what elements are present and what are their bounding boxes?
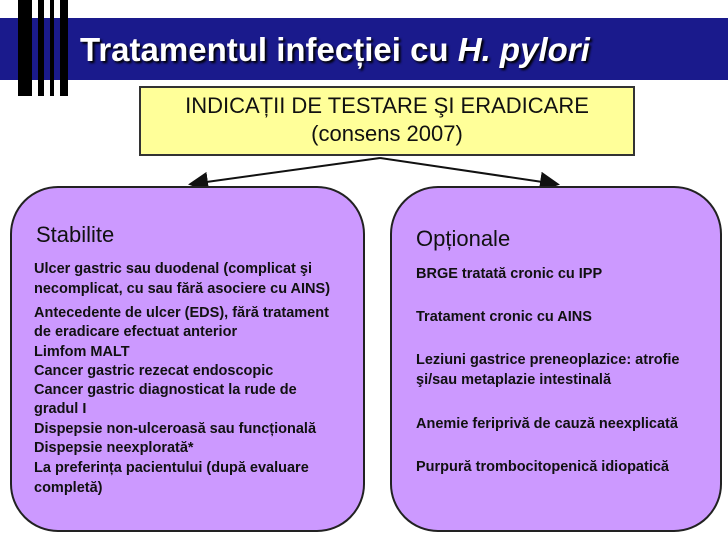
established-item: Dispepsie non-ulceroasă sau funcțională [34,421,317,437]
optional-item: Purpură trombocitopenică idiopatică [416,459,669,475]
optional-item: Anemie feriprivă de cauză neexplicată [416,416,678,432]
optional-item: BRGE tratată cronic cu IPP [416,266,603,282]
established-item: Cancer gastric rezecat endoscopic [34,363,274,379]
optional-item: Tratament cronic cu AINS [416,309,592,325]
established-item: Antecedente de ulcer (EDS), fără tratament [34,305,329,321]
slide-title-italic: H. pylori [457,31,590,68]
established-item: Limfom MALT [34,344,130,360]
header-box-line2: (consens 2007) [311,121,463,146]
established-item: Ulcer gastric sau duodenal (complicat şi [34,261,312,277]
title-decoration-stripes [18,0,70,96]
established-item: gradul I [34,401,87,417]
optional-item: Leziuni gastrice preneoplazice: atrofie [416,352,680,368]
slide-title [80,20,720,80]
established-item: completă) [34,480,103,496]
established-heading: Stabilite [36,222,115,247]
optional-item: şi/sau metaplazie intestinală [416,372,612,388]
header-box-line1: INDICAȚII DE TESTARE ŞI ERADICARE [185,93,589,118]
optional-heading: Opționale [416,226,511,251]
established-item: La preferința pacientului (după evaluare [34,460,309,476]
established-item: necomplicat, cu sau fără asociere cu AINS) [34,281,331,297]
slide-title-main: Tratamentul infecției cu [80,31,449,68]
indications-header-box [139,86,635,156]
arrow-left [192,158,380,184]
established-item: de eradicare efectuat anterior [34,324,238,340]
arrow-right [380,158,556,184]
established-item: Dispepsie neexplorată* [34,440,194,456]
established-item: Cancer gastric diagnosticat la rude de [34,382,297,398]
